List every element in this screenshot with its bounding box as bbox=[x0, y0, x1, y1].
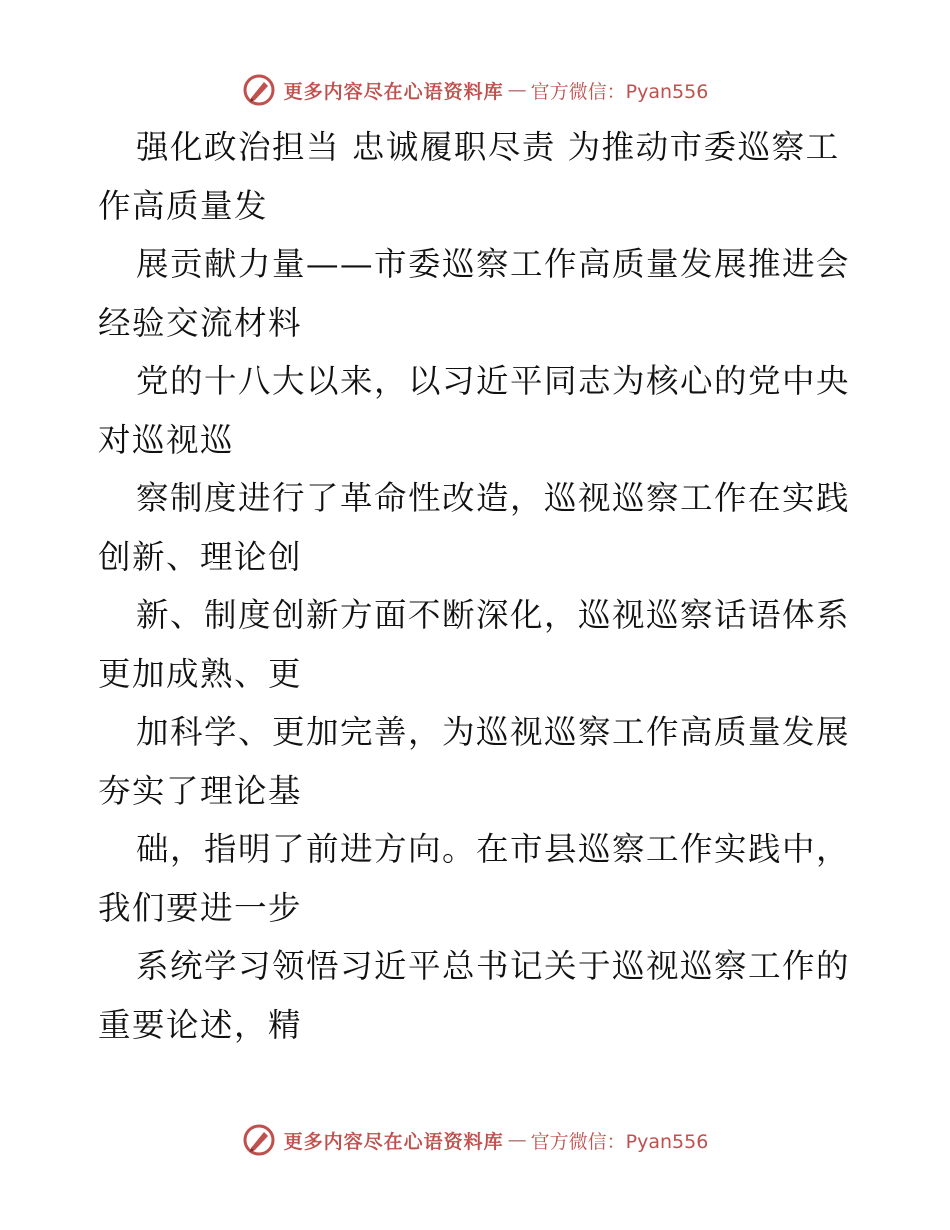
paragraph-line: 重要论述，精 bbox=[98, 1005, 303, 1044]
paragraph-line: 创新、理论创 bbox=[98, 537, 303, 576]
banner-wechat-text: 官方微信：Pyan556 bbox=[530, 80, 709, 103]
paragraph-line: 对巡视巡 bbox=[98, 420, 235, 459]
banner-brand-text: 更多内容尽在心语资料库 bbox=[283, 80, 504, 103]
paragraph-line: 察制度进行了革命性改造，巡视巡察工作在实践 bbox=[136, 479, 851, 517]
banner-dash: — bbox=[507, 1129, 527, 1151]
footer-banner bbox=[0, 1120, 950, 1160]
document-body bbox=[98, 118, 858, 1054]
paragraph-line: 夯实了理论基 bbox=[98, 771, 303, 810]
banner-wechat-text: 官方微信：Pyan556 bbox=[530, 1130, 709, 1153]
paragraph-line: 础，指明了前进方向。在市县巡察工作实践中， bbox=[136, 830, 851, 868]
document-title-line-2: 作高质量发 bbox=[98, 186, 269, 225]
pen-nib-logo-icon bbox=[242, 1123, 276, 1157]
paragraph-line: 加科学、更加完善，为巡视巡察工作高质量发展 bbox=[136, 713, 851, 751]
header-banner bbox=[0, 70, 950, 110]
paragraph-line: 新、制度创新方面不断深化，巡视巡察话语体系 bbox=[136, 596, 851, 634]
paragraph-line: 更加成熟、更 bbox=[98, 654, 303, 693]
banner-dash: — bbox=[507, 79, 527, 101]
banner-brand-text: 更多内容尽在心语资料库 bbox=[283, 1130, 504, 1153]
paragraph-line: 系统学习领悟习近平总书记关于巡视巡察工作的 bbox=[136, 947, 851, 985]
document-title-line-3: 展贡献力量——市委巡察工作高质量发展推进会 bbox=[136, 245, 851, 283]
pen-nib-logo-icon bbox=[242, 73, 276, 107]
paragraph-line: 党的十八大以来，以习近平同志为核心的党中央 bbox=[136, 362, 851, 400]
document-title-line-4: 经验交流材料 bbox=[98, 303, 303, 342]
document-title-line-1: 强化政治担当 忠诚履职尽责 为推动市委巡察工 bbox=[136, 128, 840, 166]
paragraph-line: 我们要进一步 bbox=[98, 888, 303, 927]
